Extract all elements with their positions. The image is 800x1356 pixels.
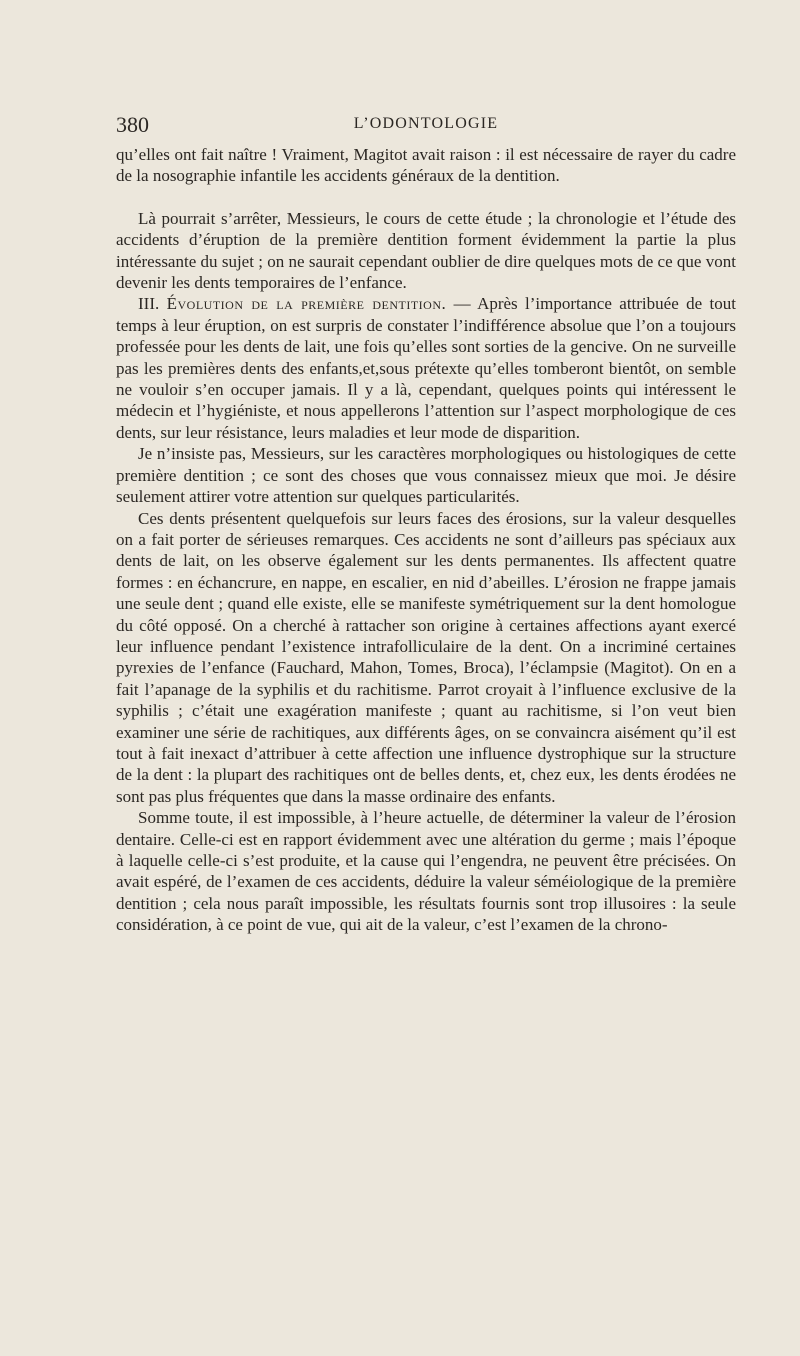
page-number: 380 <box>116 112 149 137</box>
section-heading: Évolution de la première dentition. <box>166 294 447 314</box>
section-number: III. <box>138 294 167 314</box>
paragraph-erosions: Ces dents présentent quelquefois sur leurs faces des érosions, sur la valeur desquelles on a fait porter de sérieuses remarques. Ces accidents ne sont d’ailleurs pas spéciaux aux dents de lait, on les observe également sur les dents permanentes. Ils affectent quatre formes : en échancrure, en nappe, en escalier, en nid d’abeilles. L’érosion ne frappe jamais une seule dent ; quand elle existe, elle se manifeste symétriquement sur la dent homologue du côté opposé. On a cherché à rattacher son origine à certaines affections ayant exercé leur influence pendant l’existence intrafolliculaire de la dent. On a incriminé certaines pyrexies de l’enfance (Fauchard, Mahon, Tomes, Broca), l’éclampsie (Magitot). On en a fait l’apanage de la syphilis et du rachitisme. Parrot croyait à l’influence exclusive de la syphilis ; c’était une exagération manifeste ; quant au rachitisme, si l’on veut bien examiner une série de rachitiques, aux différents âges, on se convaincra aisément qu’il est tout à fait inexact d’attribuer à cette affection une influence dystrophique sur la structure de la dent : la plupart des rachitiques ont de belles dents, et, chez eux, les dents érodées ne sont pas plus fréquentes que dans la masse ordinaire des enfants. <box>116 508 736 806</box>
paragraph-morphology: Je n’insiste pas, Messieurs, sur les caractères morphologiques ou histologiques de cette première dentition ; ce sont des choses que vous connaissez mieux que moi. Je désire seulement attirer votre attention sur quelques particularités. <box>116 444 736 507</box>
running-title: L’ODONTOLOGIE <box>353 115 499 132</box>
paragraph-section-iii <box>116 293 736 443</box>
body-text <box>116 144 736 936</box>
page-header <box>116 112 736 140</box>
section-text: — Après l’importance attribuée de tout temps à leur éruption, on est surpris de constater l’indifférence absolue que l’on a toujours professée pour les dents de lait, une fois qu’elles sont sorties de la gencive. On ne surveille pas les premières dents des enfants,et,sous prétexte qu’elles tomberont bientôt, on semble ne vouloir s’en occuper jamais. Il y a là, cependant, quelques points qui intéressent le médecin et l’hygiéniste, et nous appellerons l’attention sur l’aspect morphologique de ces dents, sur leur résistance, leurs maladies et leur mode de disparition. <box>116 294 736 442</box>
paragraph-conclusion: Là pourrait s’arrêter, Messieurs, le cours de cette étude ; la chronologie et l’étude des accidents d’éruption de la première dentition forment évidemment la partie la plus intéressante du sujet ; on ne saurait cependant oublier de dire quelques mots de ce que vont devenir les dents temporaires de l’enfance. <box>116 208 736 293</box>
paragraph-continuation: qu’elles ont fait naître ! Vraiment, Magitot avait raison : il est nécessaire de rayer du cadre de la nosographie infantile les accidents généraux de la dentition. <box>116 145 736 186</box>
paragraph-summary: Somme toute, il est impossible, à l’heure actuelle, de déterminer la valeur de l’érosion dentaire. Celle-ci est en rapport évidemment avec une altération du germe ; mais l’époque à laquelle celle-ci s’est produite, et la cause qui l’engendra, ne peuvent être précisées. On avait espéré, de l’examen de ces accidents, déduire la valeur séméiologique de la première dentition ; cela nous paraît impossible, les résultats fournis sont trop illusoires : la seule considération, à ce point de vue, qui ait de la valeur, c’est l’examen de la chrono- <box>116 808 736 935</box>
